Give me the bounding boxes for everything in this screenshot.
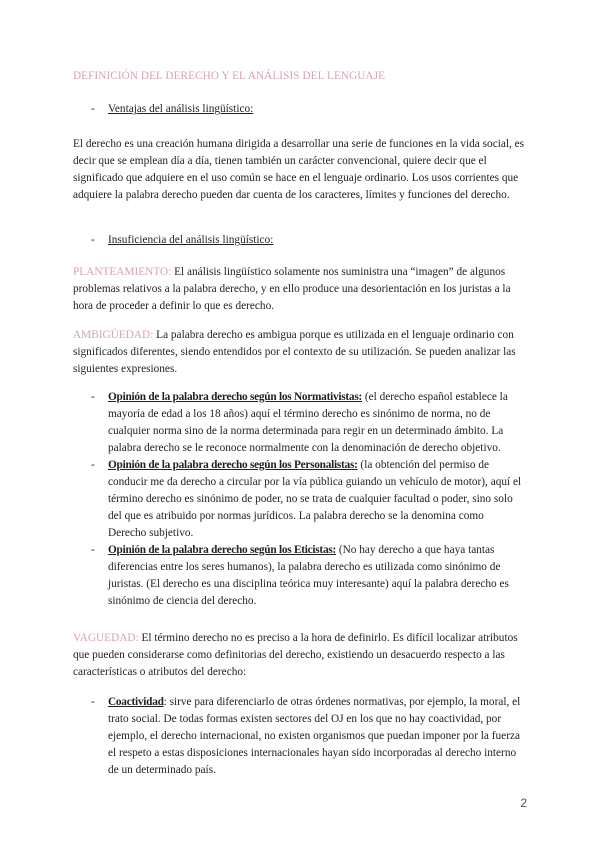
dash: -	[91, 391, 95, 403]
vaguedad-text: El término derecho no es preciso a la hora de definirlo. Es difícil localizar atributos que pueden considerarse como definitorias del derecho, existiendo un desacuerdo respecto a las características o atributos del derecho:	[73, 632, 518, 678]
dash: -	[91, 459, 95, 471]
dash: -	[91, 544, 95, 556]
opinion-title: Opinión de la palabra derecho según los Personalistas:	[108, 459, 358, 471]
ambiguedad-heading: AMBIGÜEDAD:	[73, 329, 154, 341]
coactividad-text: : sirve para diferenciarlo de otras órdenes normativas, por ejemplo, la moral, el trato social. De todas formas existen sectores del OJ en los que no hay coactividad, por ejemplo, el derecho internacional, no existen organismos que puedan imponer por la fuerza el respeto a estas disposiciones internacionales hayan sido incorporadas al derecho interno de un determinado país.	[108, 696, 521, 776]
dash: -	[91, 234, 95, 246]
list-item	[91, 542, 523, 610]
opinion-text: (la obtención del permiso de conducir me da derecho a circular por la vía pública guiando un vehículo de motor), aquí el término derecho es sinónimo de poder, no se trata de cualquier facultad o poder, sino solo del que es atribuido por normas jurídicos. La palabra derecho se la denomina como Derecho subjetivo.	[108, 459, 522, 539]
page-title: DEFINICIÓN DEL DERECHO Y EL ANÁLISIS DEL LENGUAJE	[73, 70, 386, 82]
dash: -	[91, 696, 95, 708]
coactividad-title: Coactividad	[108, 696, 164, 708]
attributes-list	[91, 694, 523, 779]
opinion-text: (el derecho español establece la mayoría de edad a los 18 años) aquí el término derecho es sinónimo de norma, no de cualquier norma sino de la norma determinada para regir en un determinado ámbito. La palabra derecho se le reconoce normalmente con la denominación de derecho objetivo.	[108, 391, 508, 454]
paragraph-planteamiento	[73, 264, 529, 315]
section-insuficiencia-label: Insuficiencia del análisis lingüístico:	[108, 234, 274, 246]
section-ventajas-label: Ventajas del análisis lingüístico:	[108, 103, 254, 115]
paragraph-ambiguedad	[73, 327, 529, 378]
planteamiento-heading: PLANTEAMIENTO:	[73, 266, 172, 278]
opinion-title: Opinión de la palabra derecho según los Eticistas:	[108, 544, 337, 556]
page-number: 2	[520, 796, 527, 810]
dash: -	[91, 103, 95, 115]
list-item	[91, 694, 523, 779]
opinions-list	[91, 389, 523, 610]
paragraph-text: El derecho es una creación humana dirigida a desarrollar una serie de funciones en la vida social, es decir que se emplean día a día, tienen también un carácter convencional, quiere decir que el significado que adquiere en el uso común se hace en el lenguaje ordinario. Los usos corrientes que adquiere la palabra derecho pueden dar cuenta de los caracteres, límites y funciones del derecho.	[73, 138, 525, 201]
paragraph-ventajas	[73, 136, 529, 204]
opinion-title: Opinión de la palabra derecho según los Normativistas:	[108, 391, 362, 403]
list-item	[91, 457, 523, 542]
ambiguedad-text: La palabra derecho es ambigua porque es utilizada en el lenguaje ordinario con significados diferentes, siendo entendidos por el contexto de su utilización. Se pueden analizar las siguientes expresiones.	[73, 329, 516, 375]
list-item	[91, 389, 523, 457]
paragraph-vaguedad	[73, 630, 529, 681]
planteamiento-text: El análisis lingüístico solamente nos suministra una “imagen” de algunos problemas relativos a la palabra derecho, y en ello produce una desorientación en los juristas a la hora de proceder a definir lo que es derecho.	[73, 266, 511, 312]
opinion-text: (No hay derecho a que haya tantas diferencias entre los seres humanos), la palabra derecho es utilizada como sinónimo de juristas. (El derecho es una disciplina teórica muy interesante) aquí la palabra derecho es sinónimo de ciencia del derecho.	[108, 544, 509, 607]
vaguedad-heading: VAGUEDAD:	[73, 632, 139, 644]
